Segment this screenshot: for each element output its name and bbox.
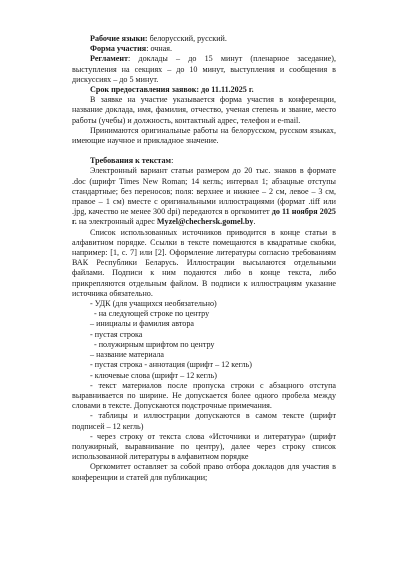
languages-label: Рабочие языки: [90,34,148,43]
list-item: - пустая строка - аннотация (шрифт – 12 кегль) [90,360,252,370]
list-item: - на следующей строке по центру [94,309,210,319]
list-item: - ключевые слова (шрифт – 12 кегль) [90,370,217,380]
list-item: - полужирным шрифтом по центру [94,339,215,349]
application-paragraph: В заявке на участие указывается форма участия в конференции, название доклада, имя, фамилия, отчество, ученая степень и звание, место работы (учебы) и должность, контактный адрес, телефон и e-mail. [72,95,336,125]
req-p1-text: Электронный вариант статьи размером до 20 тыс. знаков в формате .doc (шрифт Times New Roman; 14 кегль; интервал 1; абзацные отступы стандартные; без переносов; поля: верхнее и нижнее – 2 см, левое – 3 см, правое – 1 см) вместе с оригинальными иллюстрациями (формат .tiff или .jpg, качество не менее 300 dpi) передаются в оргкомитет [72,166,336,217]
list-item: - пустая строка [90,329,143,339]
deadline-date: до 11 ноября 2025 г. [72,207,336,227]
email-link[interactable]: Myzel@chechersk.gomel.by [156,217,254,227]
regulation-paragraph [72,54,336,85]
regulation-text: : доклады – до 15 минут (пленарное заседание), выступления на секциях – до 10 минут, выступления и сообщения в дискуссиях – до 5 минут. [72,54,336,84]
requirements-title: Требования к текстам [90,156,172,166]
list-item: – название материала [90,350,165,360]
format-list [72,299,336,381]
requirements-heading [72,156,336,166]
requirements-colon: : [171,156,174,166]
list-item: - УДК (для учащихся необязательно) [90,299,217,309]
requirements-paragraph-2: Список использованных источников приводится в конце статьи в алфавитном порядке. Ссылки в тексте помещаются в квадратные скобки, например: [1, с. 7] или [2]. Оформление литературы согласно требованиям ВАК Республики Беларусь. Иллюстрации высылаются отдельными файлами. Подписи к ним подаются либо в конце текста, либо прикрепляются отдельным файлом. В подписи к иллюстрациям указание источника обязательно. [72,227,336,298]
languages-value: белорусский, русский. [147,34,227,43]
requirements-paragraph-5: - через строку от текста слова «Источники и литература» (шрифт полужирный, выравнивание по центру), далее через строку список использованной литературы в алфавитном порядке [72,431,336,462]
regulation-label: Регламент [90,54,129,64]
requirements-paragraph-4: - таблицы и иллюстрации допускаются в самом тексте (шрифт подписей – 12 кегль) [72,411,336,431]
languages-line [72,34,336,44]
form-line [72,44,336,54]
accepted-paragraph: Принимаются оригинальные работы на белорусском, русском языках, имеющие научное и прикладное значение. [72,125,336,146]
req-p1-end: . [253,217,256,227]
req-p1-text-2: на электронный адрес [76,217,157,227]
form-label: Форма участия [90,44,147,54]
form-value: : очная. [146,44,173,54]
deadline-heading: Срок предоставления заявок: до 11.11.2025 г. [90,85,254,95]
requirements-paragraph-1 [72,166,336,227]
closing-paragraph: Оргкомитет оставляет за собой право отбора докладов для участия в конференции и статей для публикации; [72,462,336,482]
requirements-paragraph-3: - текст материалов после пропуска строки с абзацного отступа выравнивается по ширине. Не допускается более одного пробела между словами в тексте. Допускаются подстрочные примечания. [72,380,336,411]
list-item: – инициалы и фамилия автора [90,319,194,329]
